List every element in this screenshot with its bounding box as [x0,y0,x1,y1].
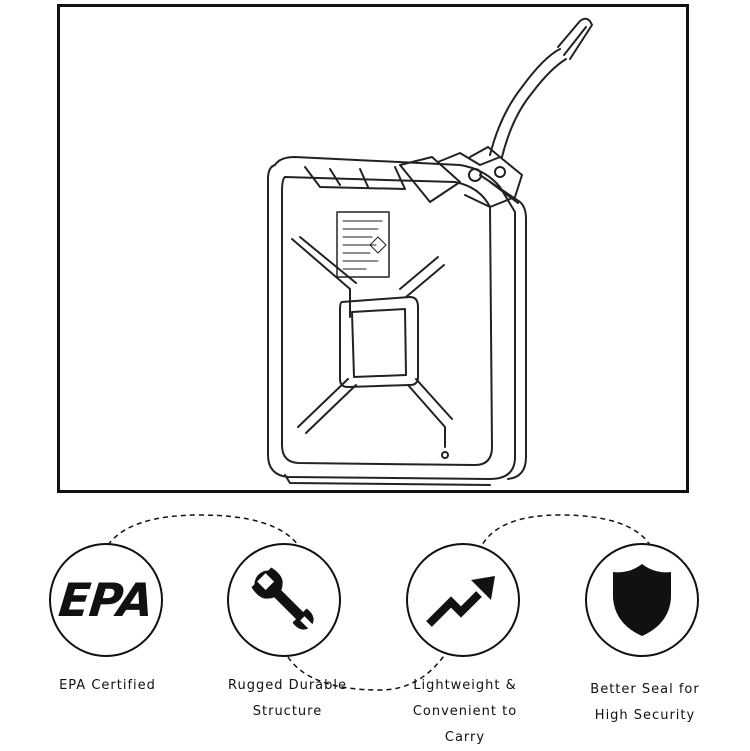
feature-caption-durability: Rugged Durable Structure [228,678,347,719]
epa-badge [49,543,163,657]
jerry-can-illustration [60,7,686,490]
epa-logo: EPA [56,573,156,627]
feature-caption-seal: Better Seal for High Security [590,682,700,723]
product-image-frame [57,4,689,493]
feature-caption-lightweight: Lightweight & Convenient to Carry [412,678,518,745]
lightweight-badge [406,543,520,657]
feature-caption-epa: EPA Certified [59,678,156,693]
trend-arrow-icon [421,558,505,642]
durability-badge [227,543,341,657]
shield-icon [607,560,677,640]
seal-badge [585,543,699,657]
wrench-icon [244,560,324,640]
